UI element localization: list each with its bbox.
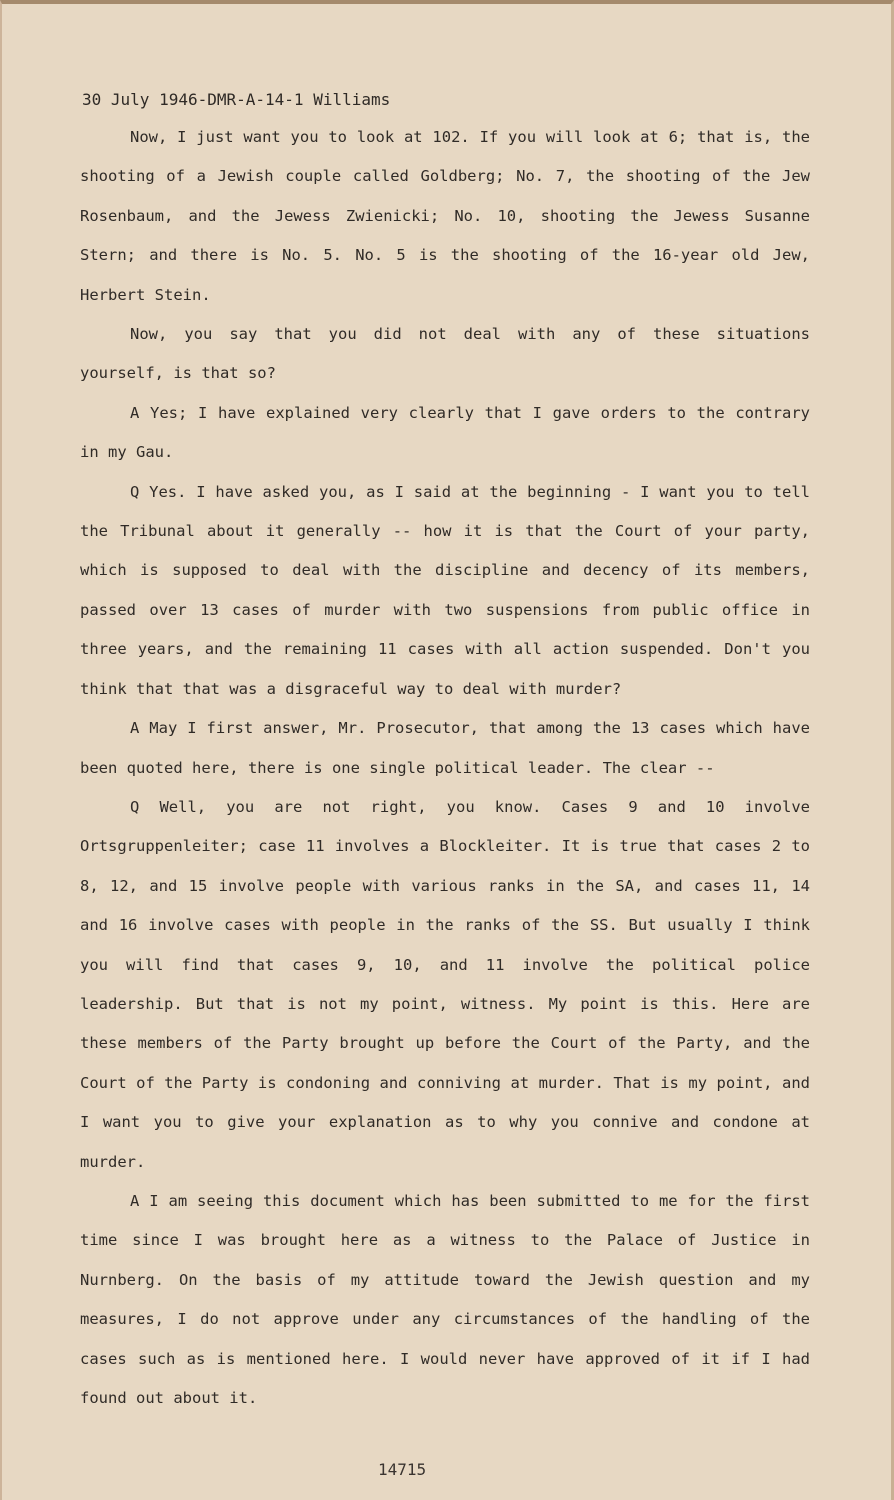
paragraph: A Yes; I have explained very clearly that I gave orders to the contrary in my Gau. [80, 403, 810, 462]
page-number: 14715 [378, 1460, 427, 1479]
paragraph: A May I first answer, Mr. Prosecutor, that among the 13 cases which have been quoted here, there is one single political leader. The clear -- [80, 719, 810, 777]
transcript-body [80, 118, 810, 1418]
document-header: 30 July 1946-DMR-A-14-1 Williams [82, 90, 391, 109]
paragraph: A I am seeing this document which has been submitted to me for the first time since I was brought here as a witness to the Palace of Justice in Nurnberg. On the basis of my attitude toward the Jewish question and my measures, I do not approve under any circumstances of the handling of the cases such as is mentioned here. I would never have approved of it if I had found out about it. [80, 1191, 810, 1407]
paragraph: Q Yes. I have asked you, as I said at the beginning - I want you to tell the Tribunal about it generally -- how it is that the Court of your party, which is supposed to deal with the discipline and decency of its members, passed over 13 cases of murder with two suspensions from public office in three years, and the remaining 11 cases with all action suspended. Don't you think that that was a disgraceful way to deal with murder? [80, 482, 810, 698]
paragraph: Now, you say that you did not deal with any of these situations yourself, is that so? [80, 325, 810, 383]
paragraph: Q Well, you are not right, you know. Cases 9 and 10 involve Ortsgruppenleiter; case 11 involves a Blockleiter. It is true that cases 2 to 8, 12, and 15 involve people with various ranks in the SA, and cases 11, 14 and 16 involve cases with people in the ranks of the SS. But usually I think you will find that cases 9, 10, and 11 involve the political police leadership. But that is not my point, witness. My point is this. Here are these members of the Party brought up before the Court of the Party, and the Court of the Party is condoning and conniving at murder. That is my point, and I want you to give your explanation as to why you connive and condone at murder. [80, 797, 810, 1171]
paragraph: Now, I just want you to look at 102. If you will look at 6; that is, the shooting of a Jewish couple called Goldberg; No. 7, the shooting of the Jew Rosenbaum, and the Jewess Zwienicki; No. 10, shooting the Jewess Susanne Stern; and there is No. 5. No. 5 is the shooting of the 16-year old Jew, Herbert Stein. [80, 128, 810, 304]
